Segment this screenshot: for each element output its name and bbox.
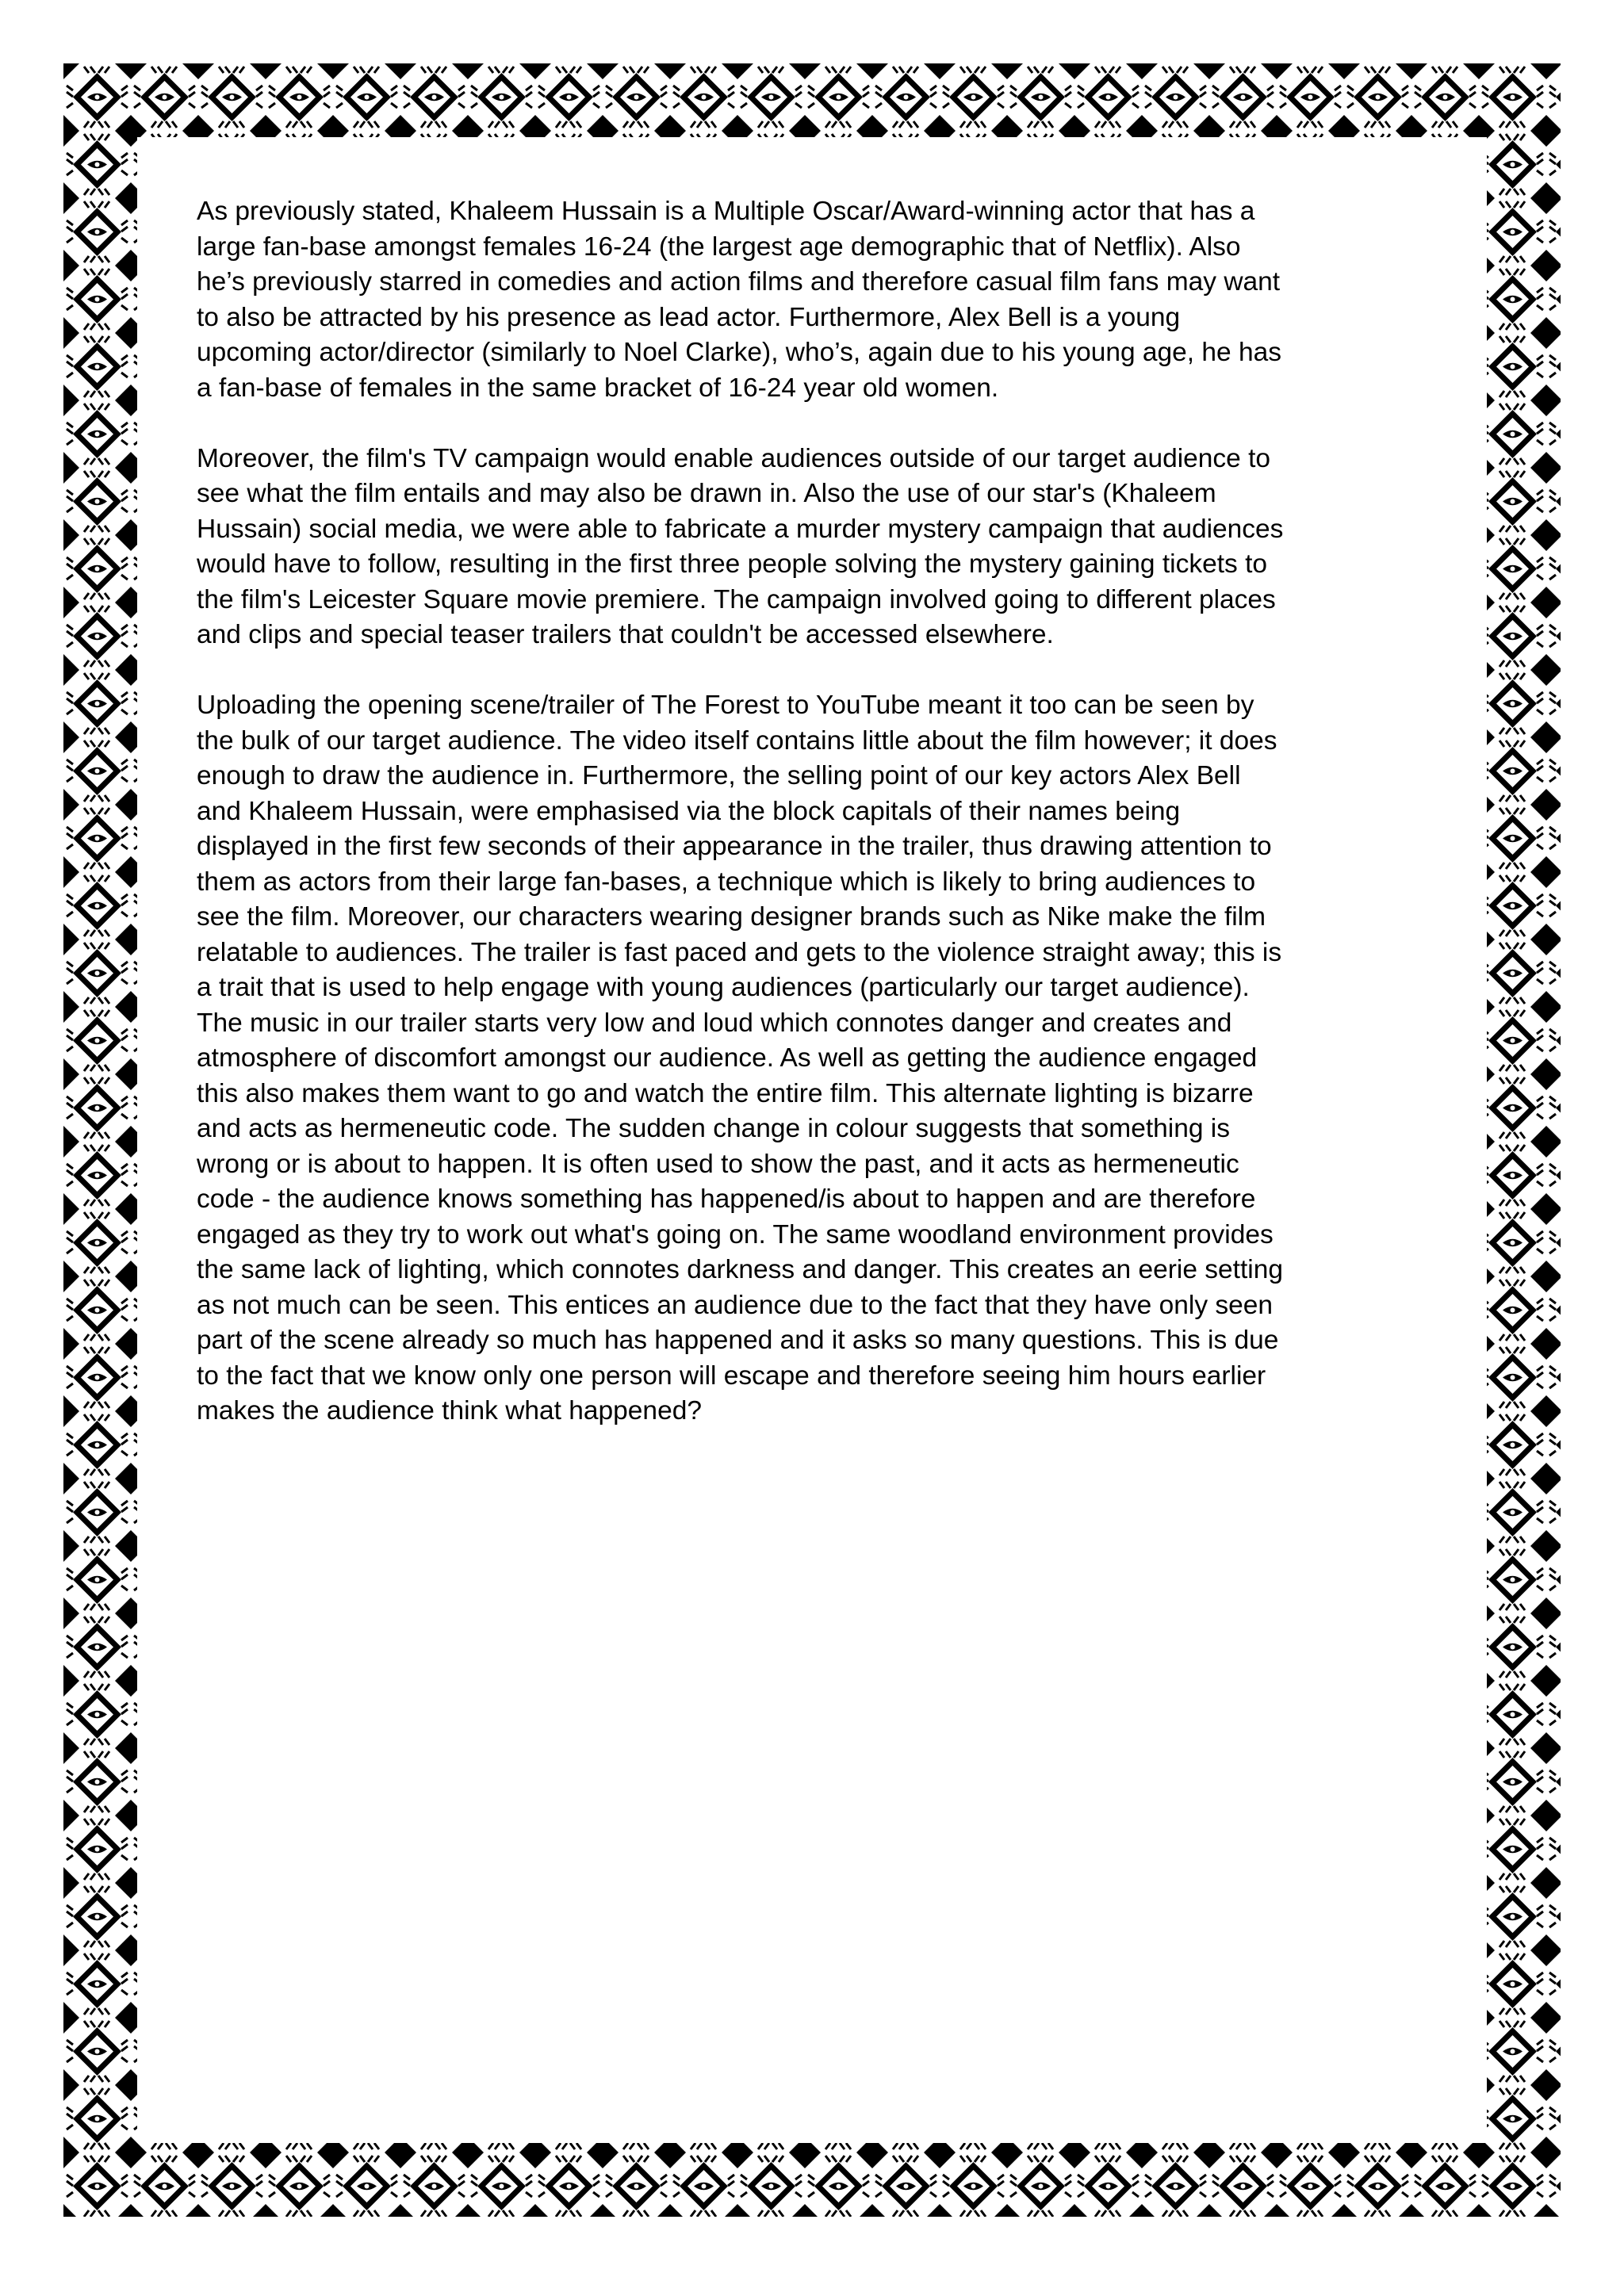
text-line: Moreover, the film's TV campaign would enable audiences outside of our target audience to [197,443,1271,473]
text-line: a fan-base of females in the same bracket of 16-24 year old women. [197,373,999,403]
text-line: displayed in the first few seconds of their appearance in the trailer, thus drawing attention to [197,832,1272,861]
text-line: as not much can be seen. This entices an audience due to the fact that they have only seen [197,1290,1274,1320]
text-line: and acts as hermeneutic code. The sudden change in colour suggests that something is [197,1114,1230,1143]
text-line: he’s previously starred in comedies and action films and therefore casual film fans may want [197,267,1281,297]
text-line: The music in our trailer starts very low and loud which connotes danger and creates and [197,1008,1232,1038]
text-line: makes the audience think what happened? [197,1396,702,1425]
text-line: them as actors from their large fan-bases, a technique which is likely to bring audiences to [197,867,1256,897]
paragraph-1 [197,194,1434,406]
text-line: part of the scene already so much has happened and it asks so many questions. This is due [197,1326,1279,1355]
text-line: relatable to audiences. The trailer is fast paced and gets to the violence straight away; this is [197,937,1282,967]
text-line: large fan-base amongst females 16-24 (the largest age demographic that of Netflix). Also [197,232,1241,262]
text-line: to the fact that we know only one person will escape and therefore seeing him hours earlier [197,1360,1266,1391]
text-line: enough to draw the audience in. Furthermore, the selling point of our key actors Alex Bell [197,761,1241,790]
text-line: and Khaleem Hussain, were emphasised via the block capitals of their names being [197,796,1181,826]
text-line: see the film. Moreover, our characters wearing designer brands such as Nike make the film [197,902,1266,932]
text-line: would have to follow, resulting in the first three people solving the mystery gaining tickets to [197,549,1268,579]
text-line: As previously stated, Khaleem Hussain is a Multiple Oscar/Award-winning actor that has a [197,197,1255,226]
document-body [197,194,1434,1464]
text-line: and clips and special teaser trailers that couldn't be accessed elsewhere. [197,620,1054,649]
text-line: wrong or is about to happen. It is often used to show the past, and it acts as hermeneutic [197,1149,1239,1179]
paragraph-2 [197,442,1434,653]
paragraph-3 [197,688,1434,1429]
text-line: upcoming actor/director (similarly to Noel Clarke), who’s, again due to his young age, he has [197,338,1281,367]
text-line: the film's Leicester Square movie premiere. The campaign involved going to different places [197,584,1276,614]
text-line: the same lack of lighting, which connotes darkness and danger. This creates an eerie setting [197,1255,1283,1284]
text-line: code - the audience knows something has happened/is about to happen and are therefore [197,1184,1256,1214]
text-line: this also makes them want to go and watch the entire film. This alternate lighting is bizarre [197,1078,1254,1108]
text-line: Hussain) social media, we were able to fabricate a murder mystery campaign that audiences [197,514,1284,544]
text-line: Uploading the opening scene/trailer of The Forest to YouTube meant it too can be seen by [197,691,1254,720]
text-line: to also be attracted by his presence as lead actor. Furthermore, Alex Bell is a young [197,302,1181,332]
text-line: atmosphere of discomfort amongst our audience. As well as getting the audience engaged [197,1043,1258,1073]
text-line: see what the film entails and may also be drawn in. Also the use of our star's (Khaleem [197,479,1216,508]
text-line: a trait that is used to help engage with young audiences (particularly our target audience). [197,973,1250,1002]
text-line: the bulk of our target audience. The video itself contains little about the film however; it does [197,725,1277,756]
text-line: engaged as they try to work out what's going on. The same woodland environment provides [197,1219,1274,1249]
